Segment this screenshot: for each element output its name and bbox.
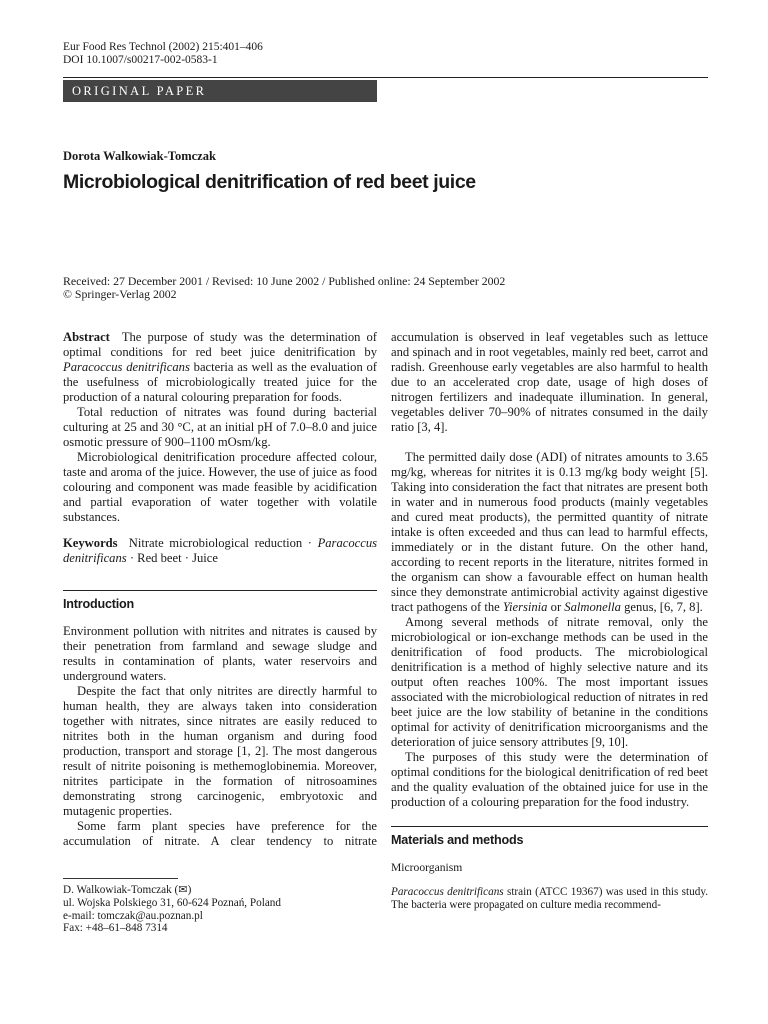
intro-p4: The permitted daily dose (ADI) of nitrates amounts to 3.65 mg/kg, whereas for nitrites it is 0.13 mg/kg body weight [5]. Taking into consideration the fact that nitrates are present both in water and in numerous food products (mainly vegetables and cured meat products), the permitted quantity of nitrate intake is often exceeded and thus can lead to harmful effects, immediately or in the distant future. On the other hand, according to recent reports in the literature, nitrites formed in the organism can show a favourable effect on human health since they demonstrate antimicrobial activity against digestive tract pathogens of the Yiersinia or Salmonella genus, [6, 7, 8]. <box>391 450 708 614</box>
intro-p6: The purposes of this study were the determination of optimal conditions for the biological denitrification of red beet and the quality evaluation of the obtained juice for use in the production of a colouring preparation for the food industry. <box>391 750 708 809</box>
doi: DOI 10.1007/s00217-002-0583-1 <box>63 53 218 66</box>
publication-dates <box>63 275 505 300</box>
correspondence-footnote <box>63 884 281 935</box>
right-column <box>391 330 708 911</box>
fax: Fax: +48–61–848 7314 <box>63 922 168 935</box>
article-title: Microbiological denitrification of red beet juice <box>63 171 476 193</box>
abstract-p2: Total reduction of nitrates was found during bacterial culturing at 25 and 30 °C, at an initial pH of 7.0–8.0 and juice osmotic pressure of 900–1100 mOsm/kg. <box>63 405 377 449</box>
header-rule <box>63 77 708 78</box>
email: e-mail: tomczak@au.poznan.pl <box>63 909 203 922</box>
footnote-rule <box>63 878 178 879</box>
materials-p1: Paracoccus denitrificans strain (ATCC 19367) was used in this study. The bacteria were propagated on culture media recommend- <box>391 886 708 911</box>
intro-p3-continuation: accumulation is observed in leaf vegetables such as lettuce and spinach and in root vegetables, mainly red beet, carrot and radish. Greenhouse early vegetables are also harmful to health due to an accelerated crop date, usage of high doses of nitrogen fertilizers and inadequate illumination. In general, vegetables deliver 70–90% of nitrates consumed in the daily ratio [3, 4]. <box>391 330 708 434</box>
copyright: © Springer-Verlag 2002 <box>63 286 177 301</box>
intro-p5: Among several methods of nitrate removal, only the microbiological or ion-exchange methods can be used in the denitrification of food products. The microbiological denitrification is a method of highly selective nature and its output often reaches 100%. The most important issues associated with the microbiological reduction of nitrates in red beet juice are the low stability of betanine in the conditions optimal for activity of denitrification microorganisms and the deterioration of juice sensory attributes [9, 10]. <box>391 615 708 749</box>
author-contact: D. Walkowiak-Tomczak (✉) <box>63 884 192 896</box>
abstract-p3: Microbiological denitrification procedure affected colour, taste and aroma of the juice. However, the use of juice as food colouring and component was made feasible by acidification and partial evaporation of water together with volatile substances. <box>63 450 377 524</box>
microorganism-subheading: Microorganism <box>391 861 463 874</box>
article-type-banner: ORIGINAL PAPER <box>63 80 377 102</box>
abstract-label: Abstract <box>63 330 110 344</box>
introduction-heading: Introduction <box>63 590 377 611</box>
species-name: Paracoccus denitrificans <box>63 360 190 374</box>
left-column <box>63 330 377 849</box>
intro-p1: Environment pollution with nitrites and nitrates is caused by their penetration from farmland and sewage sludge and results in contamination of plants, water reservoirs and underground waters. <box>63 624 377 683</box>
intro-p2: Despite the fact that only nitrites are directly harmful to human health, they are always taken into consideration together with nitrates, since nitrates are easily reduced to nitrites both in the human organism and during food production, transport and storage [1, 2]. The most dangerous result of nitrite poisoning is methemoglobinemia. Moreover, nitrites participate in the formation of nitrosoamines demonstrating strong carcinogenic, embryotoxic and mutagenic properties. <box>63 684 377 818</box>
keywords: Keywords Nitrate microbiological reduction · Paracoccus denitrificans · Red beet · Juice <box>63 536 378 565</box>
journal-info <box>63 41 263 66</box>
materials-heading: Materials and methods <box>391 826 708 847</box>
history-dates: Received: 27 December 2001 / Revised: 10 June 2002 / Published online: 24 September 2002 <box>63 274 506 288</box>
abstract-p1: Abstract The purpose of study was the determination of optimal conditions for red beet juice denitrification by Paracoccus denitrificans bacteria as well as the evaluation of the usefulness of microbiologically treated juice for the production of a natural colouring preparation for foods. <box>63 330 378 404</box>
address: ul. Wojska Polskiego 31, 60-624 Poznań, Poland <box>63 896 281 909</box>
journal-citation: Eur Food Res Technol (2002) 215:401–406 <box>63 41 263 53</box>
author: Dorota Walkowiak-Tomczak <box>63 149 216 163</box>
keywords-label: Keywords <box>63 536 118 550</box>
intro-p3: Some farm plant species have preference for the accumulation of nitrate. A clear tendency to nitrate <box>63 819 377 848</box>
